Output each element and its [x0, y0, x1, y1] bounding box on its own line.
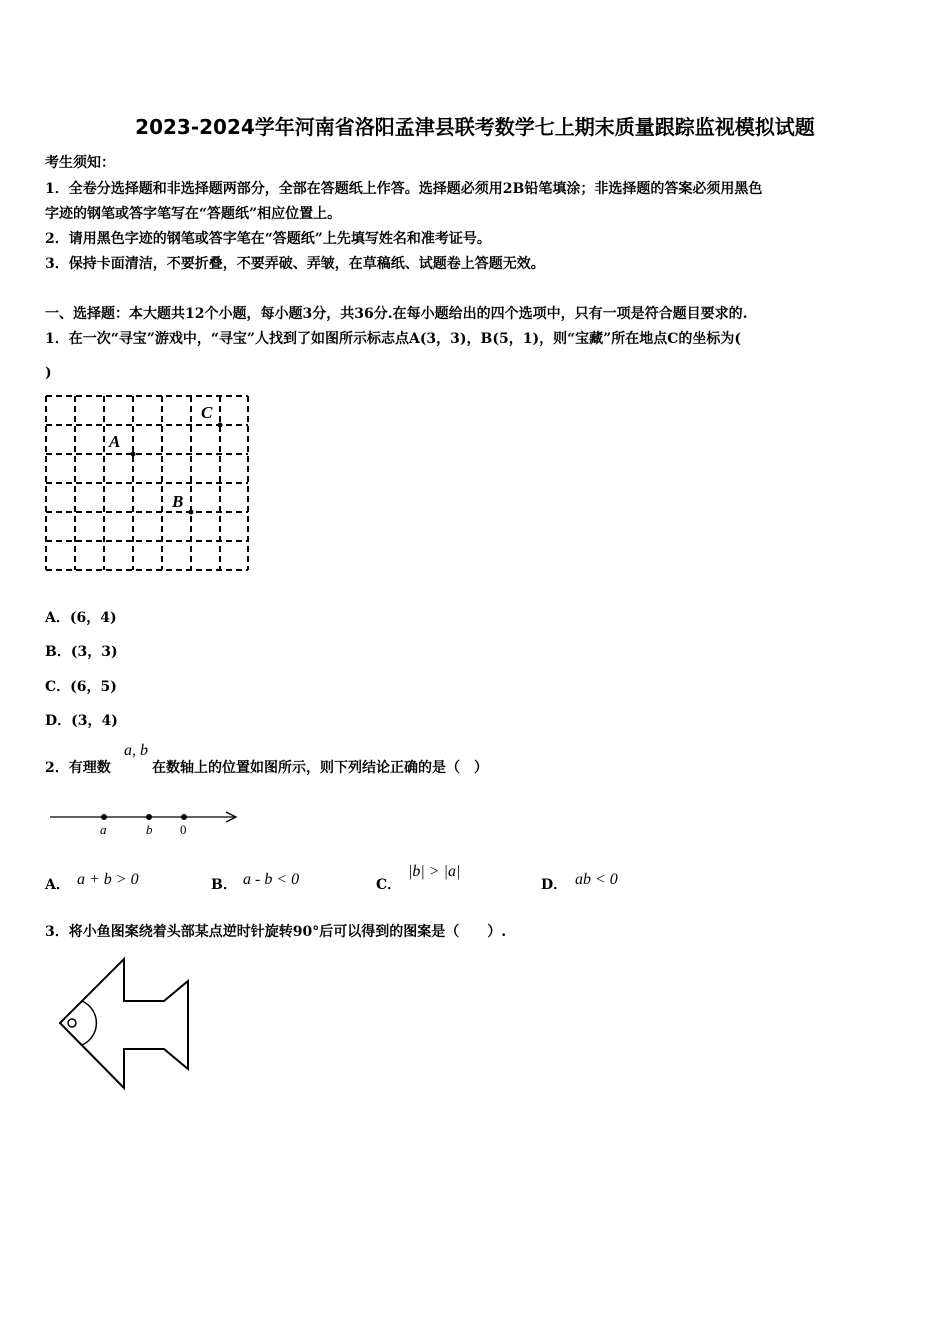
label-a: A	[109, 432, 121, 451]
notice-item-1: 1．全卷分选择题和非选择题两部分，全部在答题纸上作答。选择题必须用2B铅笔填涂；非选择题的答案必须用黑色	[45, 181, 763, 197]
q2-option-c-expr: |b| > |a|	[408, 863, 461, 880]
notice-item-3: 3．保持卡面清洁，不要折叠，不要弄破、弄皱，在草稿纸、试题卷上答题无效。	[45, 256, 545, 272]
question-2-vars: a, b	[124, 742, 148, 759]
q2-option-a-expr: a + b > 0	[77, 871, 139, 888]
q1-option-a: A．(6，4)	[45, 610, 117, 626]
question-1-text-cont: )	[45, 365, 52, 381]
q2-option-b-label: B．	[211, 877, 237, 893]
label-b: B	[172, 492, 184, 511]
q1-option-d: D．(3，4)	[45, 713, 118, 729]
point-b	[189, 510, 194, 515]
label-c: C	[201, 403, 213, 422]
point-c	[218, 423, 223, 428]
notice-item-2: 2．请用黑色字迹的钢笔或答字笔在“答题纸”上先填写姓名和准考证号。	[45, 231, 491, 247]
point-zero-dot	[181, 814, 187, 820]
grid-lines	[46, 396, 248, 570]
axis-label-b: b	[146, 822, 153, 837]
fish-gill-arc	[82, 1001, 96, 1045]
notice-heading: 考生须知：	[45, 155, 115, 171]
section-heading: 一、选择题：本大题共12个小题，每小题3分，共36分.在每小题给出的四个选项中，只有一项是符合题目要求的.	[45, 306, 748, 322]
page-title: 2023-2024学年河南省洛阳孟津县联考数学七上期末质量跟踪监视模拟试题	[135, 115, 815, 139]
q2-option-b-expr: a - b < 0	[243, 871, 300, 888]
axis-label-zero: 0	[180, 822, 187, 837]
notice-item-1-cont: 字迹的钢笔或答字笔写在“答题纸”相应位置上。	[45, 206, 342, 222]
question-2-text-post: 在数轴上的位置如图所示，则下列结论正确的是（ ）	[152, 760, 488, 776]
fish-figure	[55, 955, 195, 1093]
q2-option-d-expr: ab < 0	[575, 871, 618, 888]
point-b-dot	[146, 814, 152, 820]
fish-outline	[60, 959, 188, 1088]
q1-option-b: B．(3，3)	[45, 644, 118, 660]
q2-option-a-label: A．	[45, 877, 70, 893]
number-line-figure	[46, 806, 242, 840]
question-3-text: 3．将小鱼图案绕着头部某点逆时针旋转90°后可以得到的图案是（ ）.	[45, 924, 507, 940]
q1-option-c: C．(6，5)	[45, 679, 117, 695]
axis-label-a: a	[100, 822, 107, 837]
point-a	[131, 452, 136, 457]
question-2-text-pre: 2．有理数	[45, 760, 111, 776]
question-1-text: 1．在一次“寻宝”游戏中，“寻宝”人找到了如图所示标志点A(3，3)，B(5，1)，则“宝藏”所在地点C的坐标为(	[45, 331, 741, 347]
point-a-dot	[101, 814, 107, 820]
q2-option-d-label: D．	[541, 877, 568, 893]
fish-eye-icon	[68, 1019, 76, 1027]
q2-option-c-label: C．	[376, 877, 402, 893]
coordinate-grid-figure	[44, 393, 252, 575]
